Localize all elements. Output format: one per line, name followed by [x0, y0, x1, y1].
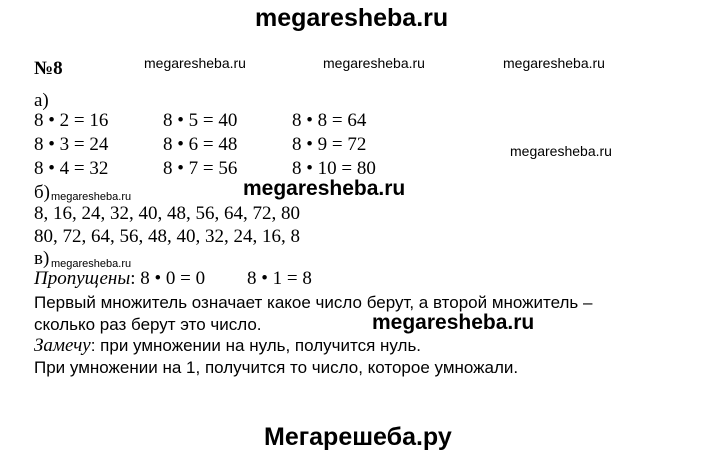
part-b-line2: 80, 72, 64, 56, 48, 40, 32, 24, 16, 8: [34, 226, 300, 247]
part-v-small-watermark: megaresheba.ru: [51, 258, 132, 270]
part-a-col3-row1: 8 • 8 = 64: [292, 110, 367, 131]
part-v-big-watermark: megaresheba.ru: [372, 311, 535, 334]
part-a-col2-row1: 8 • 5 = 40: [163, 110, 238, 131]
part-a-col3-row3: 8 • 10 = 80: [292, 158, 376, 179]
top-watermark-1: megaresheba.ru: [144, 55, 246, 71]
part-a-col2-row3: 8 • 7 = 56: [163, 158, 238, 179]
missing-eq1: : 8 • 0 = 0: [130, 268, 206, 289]
part-a-col1-row2: 8 • 3 = 24: [34, 134, 109, 155]
part-a-label: а): [34, 90, 49, 111]
missing-line: [34, 268, 205, 290]
part-b-line1: 8, 16, 24, 32, 40, 48, 56, 64, 72, 80: [34, 203, 300, 224]
part-v-label: в): [34, 248, 50, 269]
part-b-label: б): [34, 182, 50, 203]
part-b-small-watermark: megaresheba.ru: [51, 191, 132, 203]
last-line: При умножении на 1, получится то число, которое умножали.: [34, 358, 519, 377]
part-a-col2-row2: 8 • 6 = 48: [163, 134, 238, 155]
part-a-col1-row1: 8 • 2 = 16: [34, 110, 109, 131]
explain-line1: Первый множитель означает какое число берут, а второй множитель –: [34, 293, 593, 312]
side-watermark: megaresheba.ru: [510, 143, 612, 159]
part-a-col1-row3: 8 • 4 = 32: [34, 158, 109, 179]
task-number: №8: [34, 58, 63, 79]
top-watermark-3: megaresheba.ru: [503, 55, 605, 71]
top-watermark-2: megaresheba.ru: [323, 55, 425, 71]
note-line: [34, 335, 421, 357]
header-watermark: megaresheba.ru: [255, 4, 449, 32]
missing-label: Пропущены: [34, 268, 131, 289]
explain-line2: сколько раз берут это число.: [34, 315, 262, 334]
part-b-big-watermark: megaresheba.ru: [243, 177, 406, 200]
note-label: Замечу: [34, 335, 91, 356]
note-text: : при умножении на нуль, получится нуль.: [90, 336, 422, 355]
part-a-col3-row2: 8 • 9 = 72: [292, 134, 367, 155]
footer-watermark: Мегарешеба.ру: [264, 423, 452, 451]
missing-eq2: 8 • 1 = 8: [247, 268, 312, 289]
